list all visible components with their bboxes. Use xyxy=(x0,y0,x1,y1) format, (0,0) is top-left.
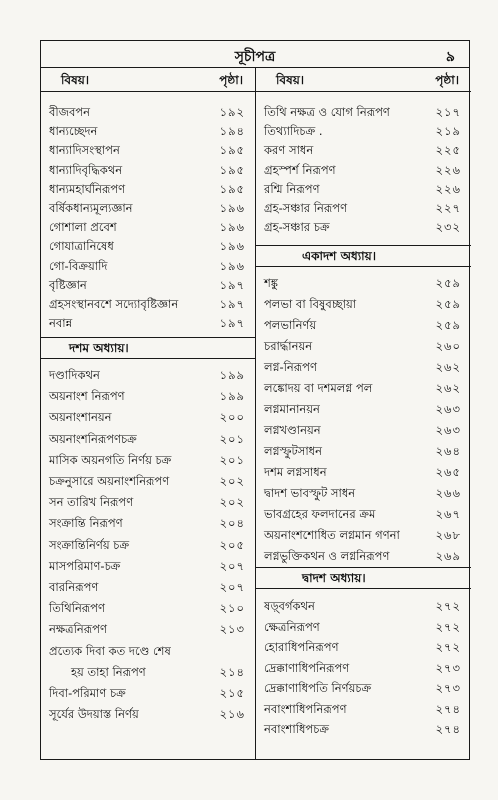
subject-heading: বিষয়। xyxy=(61,73,90,87)
toc-entry xyxy=(41,122,255,140)
entry-page: ২১৩ xyxy=(219,622,245,637)
toc-entry xyxy=(256,180,471,198)
toc-entry xyxy=(256,638,471,656)
toc-entry xyxy=(256,679,471,697)
entry-title: ভাবগ্রহের ফলদানের ক্রম xyxy=(264,507,376,521)
entry-page: ১৯২ xyxy=(219,105,245,119)
toc-entry xyxy=(256,421,471,439)
entry-title: গো-বিক্রয়াদি xyxy=(49,258,108,273)
entry-title: পলভা বা বিষুবচ্ছায়া xyxy=(264,297,357,311)
entry-page: ২৫৯ xyxy=(435,276,461,290)
entry-page: ২৭৪ xyxy=(435,722,461,736)
entry-page: ১৯৫ xyxy=(219,181,245,196)
entry-page: ১৯৫ xyxy=(219,162,245,177)
toc-entry xyxy=(41,276,255,294)
entry-page: ২২৬ xyxy=(435,162,461,177)
entry-page: ২১০ xyxy=(219,601,245,616)
entry-title: বৃষ্টিজ্ঞান xyxy=(49,277,87,292)
entry-title: নক্ষত্রনিরূপণ xyxy=(49,622,107,637)
entry-page: ২৬৮ xyxy=(435,528,461,542)
toc-entry xyxy=(256,161,471,179)
entry-page: ১৯৬ xyxy=(219,239,245,254)
entry-title: সূর্যের উদয়াস্ত নির্ণয় xyxy=(49,707,139,722)
entry-page: ২৬৩ xyxy=(435,423,461,437)
entry-page: ২৬৪ xyxy=(435,444,461,458)
toc-entry xyxy=(256,505,471,523)
entry-page: ২২৬ xyxy=(435,181,461,196)
chapter-heading-text: দ্বাদশ অধ্যায়। xyxy=(302,571,366,585)
entry-page: ১৯৯ xyxy=(219,389,245,404)
toc-entry xyxy=(256,720,471,738)
toc-entry xyxy=(41,493,255,511)
toc-entry xyxy=(41,684,255,702)
entry-title: চক্রনুসারে অয়নাংশনিরূপণ xyxy=(49,474,170,488)
entry-page: ২৫৯ xyxy=(435,318,461,332)
entry-page: ১৯৬ xyxy=(219,220,245,235)
entry-page: ২৬৬ xyxy=(435,486,461,500)
entry-title: বারনিরূপণ xyxy=(49,580,99,594)
toc-entry xyxy=(41,705,255,723)
entry-title: দিবা-পরিমাণ চক্র xyxy=(49,686,126,700)
toc-entry xyxy=(41,663,255,681)
toc-entry xyxy=(41,599,255,617)
entry-title: সন তারিখ নিরূপণ xyxy=(49,495,134,510)
entry-title: শঙ্কু xyxy=(264,276,278,290)
entry-title: অয়নাংশশোধিত লগ্নমান গণনা xyxy=(264,528,400,542)
entry-page: ২০১ xyxy=(219,452,245,467)
page-number: ৯ xyxy=(445,49,455,65)
entry-title: মাসপরিমাণ-চক্র xyxy=(49,558,121,573)
toc-entry xyxy=(256,463,471,481)
entry-page: ২০৫ xyxy=(219,537,245,552)
toc-entry xyxy=(41,199,255,217)
entry-title: গ্রহসংস্থানবশে সদ্যোবৃষ্টিজ্ঞান xyxy=(49,297,179,311)
toc-entry xyxy=(41,578,255,596)
left-column-header xyxy=(41,67,255,92)
toc-entry xyxy=(41,514,255,532)
toc-entry xyxy=(256,659,471,677)
entry-title: তিথ্যাদিচক্র . xyxy=(264,124,323,139)
entry-page: ২১৬ xyxy=(219,707,245,722)
toc-entry xyxy=(256,547,471,565)
entry-page: ১৯৭ xyxy=(219,297,245,311)
toc-entry xyxy=(256,597,471,615)
title-bar xyxy=(41,41,469,68)
toc-entry xyxy=(256,199,471,217)
toc-entry xyxy=(256,379,471,397)
entry-title: লঙ্কোদয় বা দশমলগ্ন পল xyxy=(264,381,373,395)
chapter-heading xyxy=(256,567,471,589)
entry-title: লগ্নস্ফুটসাধন xyxy=(264,444,322,458)
toc-entry xyxy=(256,526,471,544)
contents-frame xyxy=(40,40,470,760)
toc-entry xyxy=(256,122,471,140)
entry-page: ২১৫ xyxy=(219,686,245,700)
entry-page: ২১৯ xyxy=(435,124,461,139)
entry-title: করণ সাধন xyxy=(264,143,314,158)
toc-entry xyxy=(41,366,255,384)
entry-page: ১৯৯ xyxy=(219,368,245,382)
toc-entry xyxy=(256,316,471,334)
entry-page: ২৬৩ xyxy=(435,402,461,416)
entry-page: ২৭৩ xyxy=(435,660,461,675)
toc-entry xyxy=(41,180,255,198)
entry-page: ২১৭ xyxy=(435,105,461,119)
entry-title: হয় তাহা নিরূপণ xyxy=(71,664,146,679)
entry-page: ২০৭ xyxy=(219,558,245,573)
toc-entry xyxy=(256,484,471,502)
entry-page: ২৫৯ xyxy=(435,297,461,311)
page-title: সূচীপত্র xyxy=(234,49,276,65)
toc-entry xyxy=(256,141,471,159)
toc-entry xyxy=(41,161,255,179)
entry-title: দণ্ডাদিকথন xyxy=(49,368,100,382)
entry-title: লগ্নখণ্ডানয়ন xyxy=(264,423,321,437)
entry-page: ১৯৫ xyxy=(219,143,245,158)
chapter-heading xyxy=(256,245,471,267)
entry-title: লগ্ন-নিরূপণ xyxy=(264,360,317,374)
right-column xyxy=(256,67,471,759)
entry-title: গ্রহ-সঞ্চার নিরূপণ xyxy=(264,201,348,215)
right-column-header xyxy=(256,67,471,92)
entry-title: দ্রেক্কাণাধিপনিরূপণ xyxy=(264,660,350,675)
toc-entry xyxy=(41,103,255,121)
entry-title: দশম লগ্নসাধন xyxy=(264,465,327,479)
entry-page: ২৭৩ xyxy=(435,681,461,695)
toc-entry xyxy=(41,536,255,554)
entry-title: রশ্মি নিরূপণ xyxy=(264,181,320,196)
left-column xyxy=(41,67,256,759)
entry-page: ১৯৭ xyxy=(219,316,245,331)
entry-page: ১৯৬ xyxy=(219,258,245,273)
toc-entry xyxy=(41,620,255,638)
toc-entry xyxy=(256,618,471,636)
entry-page: ২৭২ xyxy=(435,619,461,634)
entry-title: গোশালা প্রবেশ xyxy=(49,220,117,235)
entry-page: ২৭২ xyxy=(435,640,461,654)
entry-page: ২০১ xyxy=(219,431,245,446)
entry-title: প্রত্যেক দিবা কত দণ্ডে শেষ xyxy=(49,643,171,658)
toc-entry xyxy=(41,472,255,490)
entry-page: ২৬৯ xyxy=(435,549,461,563)
entry-title: বর্ষিকধান্যমূল্যজ্ঞান xyxy=(49,201,133,215)
entry-title: দ্বাদশ ভাবস্ফুট সাধন xyxy=(264,486,356,500)
toc-entry xyxy=(41,430,255,448)
entry-page: ২০২ xyxy=(219,474,245,488)
entry-page: ২৬৫ xyxy=(435,465,461,479)
page-heading: পৃষ্ঠা। xyxy=(219,73,243,87)
entry-title: অয়নাংশনিরূপণচক্র xyxy=(49,431,137,446)
toc-entry xyxy=(256,218,471,236)
entry-page: ২০৪ xyxy=(219,516,245,531)
entry-page: ২৩২ xyxy=(435,220,461,235)
entry-title: সংক্রান্তি নিরূপণ xyxy=(49,516,123,531)
entry-page: ২০০ xyxy=(219,410,245,425)
entry-title: ষড়্‌বর্গকথন xyxy=(264,599,315,613)
entry-title: মাসিক অয়নগতি নির্ণয় চক্র xyxy=(49,452,172,467)
toc-entry xyxy=(256,358,471,376)
entry-title: অয়নাংশ নিরূপণ xyxy=(49,389,125,404)
chapter-heading-text: একাদশ অধ্যায়। xyxy=(302,249,377,263)
chapter-heading-text: দশম অধ্যায়। xyxy=(69,341,129,355)
entry-page: ২৬২ xyxy=(435,360,461,374)
entry-page: ২১৪ xyxy=(219,664,245,679)
page-heading: পৃষ্ঠা। xyxy=(435,73,459,87)
toc-entry xyxy=(256,700,471,718)
chapter-heading xyxy=(41,337,255,359)
entry-title: গ্রহস্পর্শ নিরূপণ xyxy=(264,162,336,177)
toc-entry xyxy=(256,103,471,121)
entry-page: ২৬০ xyxy=(435,339,461,353)
entry-title: তিথিনিরূপণ xyxy=(49,601,105,616)
subject-heading: বিষয়। xyxy=(276,73,305,87)
entry-title: লগ্নভুক্তিকথন ও লগ্ননিরূপণ xyxy=(264,549,390,563)
entry-page: ২২৭ xyxy=(435,201,461,215)
toc-entry xyxy=(41,237,255,255)
toc-entry xyxy=(41,257,255,275)
toc-entry xyxy=(41,218,255,236)
toc-entry xyxy=(41,141,255,159)
toc-entry xyxy=(41,387,255,405)
entry-page: ২০২ xyxy=(219,495,245,510)
entry-title: ধান্যচ্ছেদন xyxy=(49,124,98,139)
entry-title: গোযাত্রানিষেধ xyxy=(49,239,114,254)
entry-title: হোরাধিপনিরূপণ xyxy=(264,640,339,654)
entry-page: ২০৭ xyxy=(219,580,245,594)
toc-entry xyxy=(41,451,255,469)
entry-page: ২৭৪ xyxy=(435,701,461,716)
toc-entry xyxy=(41,557,255,575)
entry-page: ১৯৬ xyxy=(219,201,245,215)
toc-entry xyxy=(256,442,471,460)
toc-entry xyxy=(256,337,471,355)
toc-entry xyxy=(41,295,255,313)
entry-title: ধান্যাদিসংস্থাপন xyxy=(49,143,120,158)
toc-entry xyxy=(256,274,471,292)
entry-title: নবাংশাধিপচক্র xyxy=(264,722,330,736)
entry-title: তিথি নক্ষত্র ও যোগ নিরূপণ xyxy=(264,105,390,119)
entry-page: ১৯৭ xyxy=(219,277,245,292)
entry-title: দ্রেক্কাণাধিপতি নির্ণয়চক্র xyxy=(264,681,372,695)
entry-title: লগ্নমানানয়ন xyxy=(264,402,320,416)
entry-title: চরার্দ্ধানয়ন xyxy=(264,339,313,353)
entry-page: ২৭২ xyxy=(435,599,461,613)
entry-page: ২৬৭ xyxy=(435,507,461,521)
toc-entry xyxy=(41,408,255,426)
toc-entry xyxy=(256,295,471,313)
entry-page: ২২৫ xyxy=(435,143,461,158)
entry-page: ১৯৪ xyxy=(219,124,245,139)
entry-title: অয়নাংশানয়ন xyxy=(49,410,112,425)
toc-entry xyxy=(256,400,471,418)
entry-title: বীজবপন xyxy=(49,105,91,119)
entry-title: সংক্রান্তিনির্ণয় চক্র xyxy=(49,537,130,552)
entry-page: ২৬২ xyxy=(435,381,461,395)
entry-title: ধান্যাদিবৃদ্ধিকথন xyxy=(49,162,123,177)
toc-entry xyxy=(41,642,255,660)
entry-title: নবাংশাধিপনিরূপণ xyxy=(264,701,347,716)
entry-title: পলভানির্ণয় xyxy=(264,318,317,332)
entry-title: ধান্যমহার্ঘনিরূপণ xyxy=(49,181,126,196)
entry-title: নবান্ন xyxy=(49,316,73,331)
entry-title: ক্ষেত্রনিরূপণ xyxy=(264,619,320,634)
toc-entry xyxy=(41,314,255,332)
entry-title: গ্রহ-সঞ্চার চক্র xyxy=(264,220,330,235)
